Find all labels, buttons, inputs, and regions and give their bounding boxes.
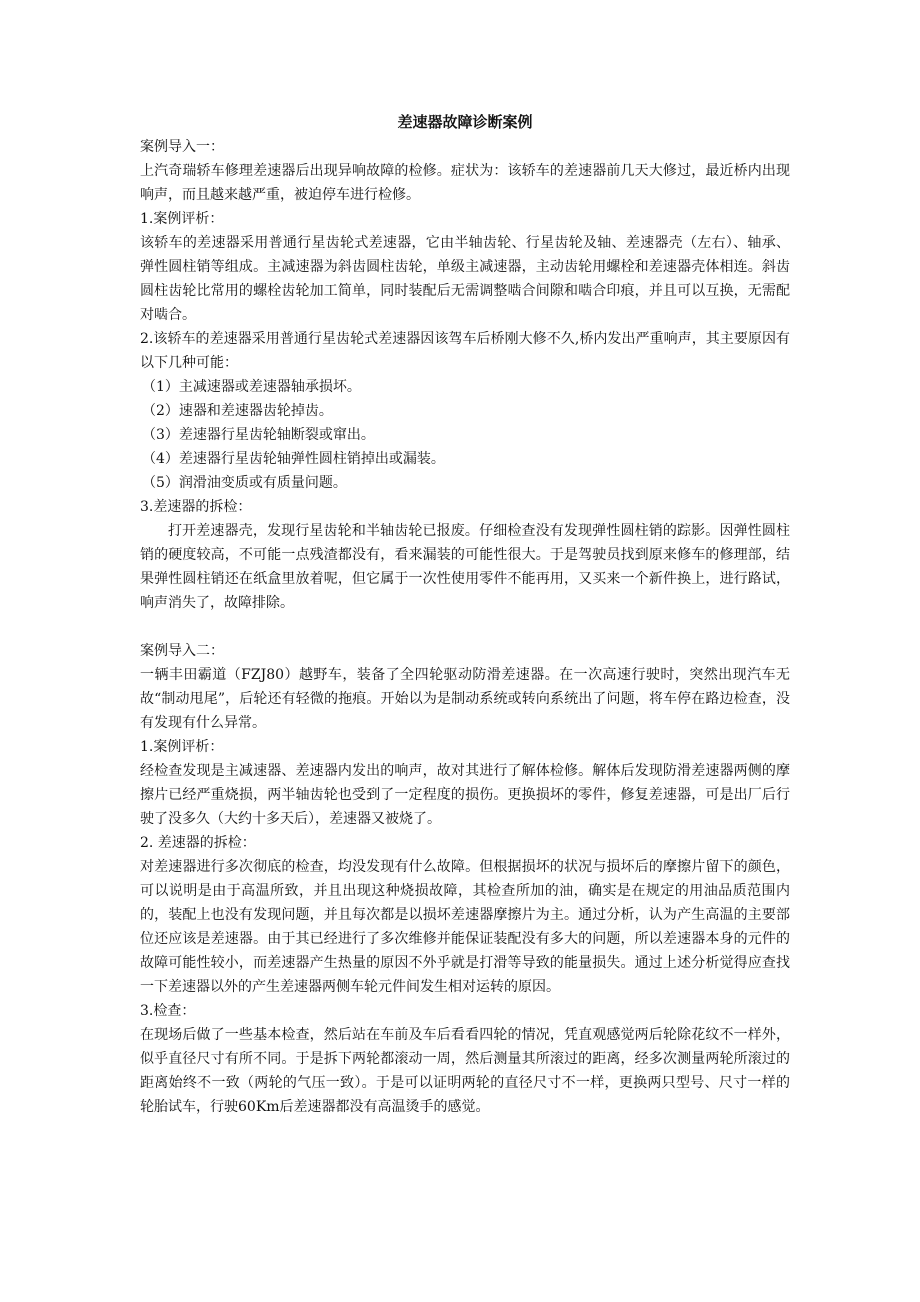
case1-cause-item: （4）差速器行星齿轮轴弹性圆柱销掉出或漏装。 — [142, 451, 445, 467]
case2-check: 在现场后做了一些基本检查，然后站在车前及车后看看四轮的情况，凭直观感觉两后轮除花纹不一样外，似乎直径尺寸有所不同。于是拆下两轮都滚动一周，然后测量其所滚过的距离，经多次测量两轮所滚过的距离始终不一致（两轮的气压一致）。于是可以证明两轮的直径尺寸不一样，更换两只型号、尺寸一样的轮胎试车，行驶60Km后差速器都没有高温烫手的感觉。 — [140, 1027, 790, 1115]
case1-cause-item: （2）速器和差速器齿轮掉齿。 — [142, 403, 333, 419]
case1-section — [140, 135, 790, 615]
document-page — [140, 110, 790, 1119]
section-spacer — [140, 615, 790, 639]
case1-inspection-heading: 3.差速器的拆检： — [140, 499, 252, 515]
case1-analysis: 该轿车的差速器采用普通行星齿轮式差速器，它由半轴齿轮、行星齿轮及轴、差速器壳（左右）、轴承、弹性圆柱销等组成。主减速器为斜齿圆柱齿轮，单级主减速器，主动齿轮用螺栓和差速器壳体相连。斜齿圆柱齿轮比常用的螺栓齿轮加工简单，同时装配后无需调整啮合间隙和啮合印痕，并且可以互换，无需配对啮合。 — [140, 235, 790, 323]
case2-inspection: 对差速器进行多次彻底的检查，均没发现有什么故障。但根据损坏的状况与损坏后的摩擦片留下的颜色，可以说明是由于高温所致，并且出现这种烧损故障，其检查所加的油，确实是在规定的用油品质范围内的，装配上也没有发现问题，并且每次都是以损坏差速器摩擦片为主。通过分析，认为产生高温的主要部位还应该是差速器。由于其已经进行了多次维修并能保证装配没有多大的问题，所以差速器本身的元件的故障可能性较小，而差速器产生热量的原因不外乎就是打滑等导致的能量损失。通过上述分析觉得应查找一下差速器以外的产生差速器两侧车轮元件间发生相对运转的原因。 — [140, 859, 790, 995]
case2-section — [140, 639, 790, 1119]
case1-inspection: 打开差速器壳，发现行星齿轮和半轴齿轮已报废。仔细检查没有发现弹性圆柱销的踪影。因弹性圆柱销的硬度较高，不可能一点残渣都没有，看来漏装的可能性很大。于是驾驶员找到原来修车的修理部，结果弹性圆柱销还在纸盒里放着呢，但它属于一次性使用零件不能再用，又买来一个新件换上，进行路试，响声消失了，故障排除。 — [140, 523, 790, 611]
document-title: 差速器故障诊断案例 — [397, 113, 533, 131]
case2-check-heading: 3.检查： — [140, 1003, 196, 1019]
case2-intro: 一辆丰田霸道（FZJ80）越野车，装备了全四轮驱动防滑差速器。在一次高速行驶时，突然出现汽车无故“制动甩尾”，后轮还有轻微的拖痕。开始以为是制动系统或转向系统出了问题，将车停在路边检查，没有发现有什么异常。 — [140, 667, 790, 731]
case1-cause-item: （3）差速器行星齿轮轴断裂或窜出。 — [142, 427, 375, 443]
case1-cause-item: （1）主减速器或差速器轴承损坏。 — [142, 379, 361, 395]
case2-inspection-heading: 2. 差速器的拆检： — [140, 835, 256, 851]
case2-analysis: 经检查发现是主减速器、差速器内发出的响声，故对其进行了解体检修。解体后发现防滑差速器两侧的摩擦片已经严重烧损，两半轴齿轮也受到了一定程度的损伤。更换损坏的零件，修复差速器，可是出厂后行驶了没多久（大约十多天后），差速器又被烧了。 — [140, 763, 790, 827]
case2-analysis-heading: 1.案例评析： — [140, 739, 224, 755]
case2-heading: 案例导入二： — [140, 643, 224, 659]
case1-analysis-heading: 1.案例评析： — [140, 211, 224, 227]
case1-heading: 案例导入一： — [140, 139, 224, 155]
case1-cause-item: （5）润滑油变质或有质量问题。 — [142, 475, 347, 491]
case1-causes-heading: 2.该轿车的差速器采用普通行星齿轮式差速器因该驾车后桥刚大修不久,桥内发出严重响声，其主要原因有以下几种可能： — [140, 331, 790, 371]
case1-intro: 上汽奇瑞轿车修理差速器后出现异响故障的检修。症状为：该轿车的差速器前几天大修过，最近桥内出现响声，而且越来越严重，被迫停车进行检修。 — [140, 163, 790, 203]
